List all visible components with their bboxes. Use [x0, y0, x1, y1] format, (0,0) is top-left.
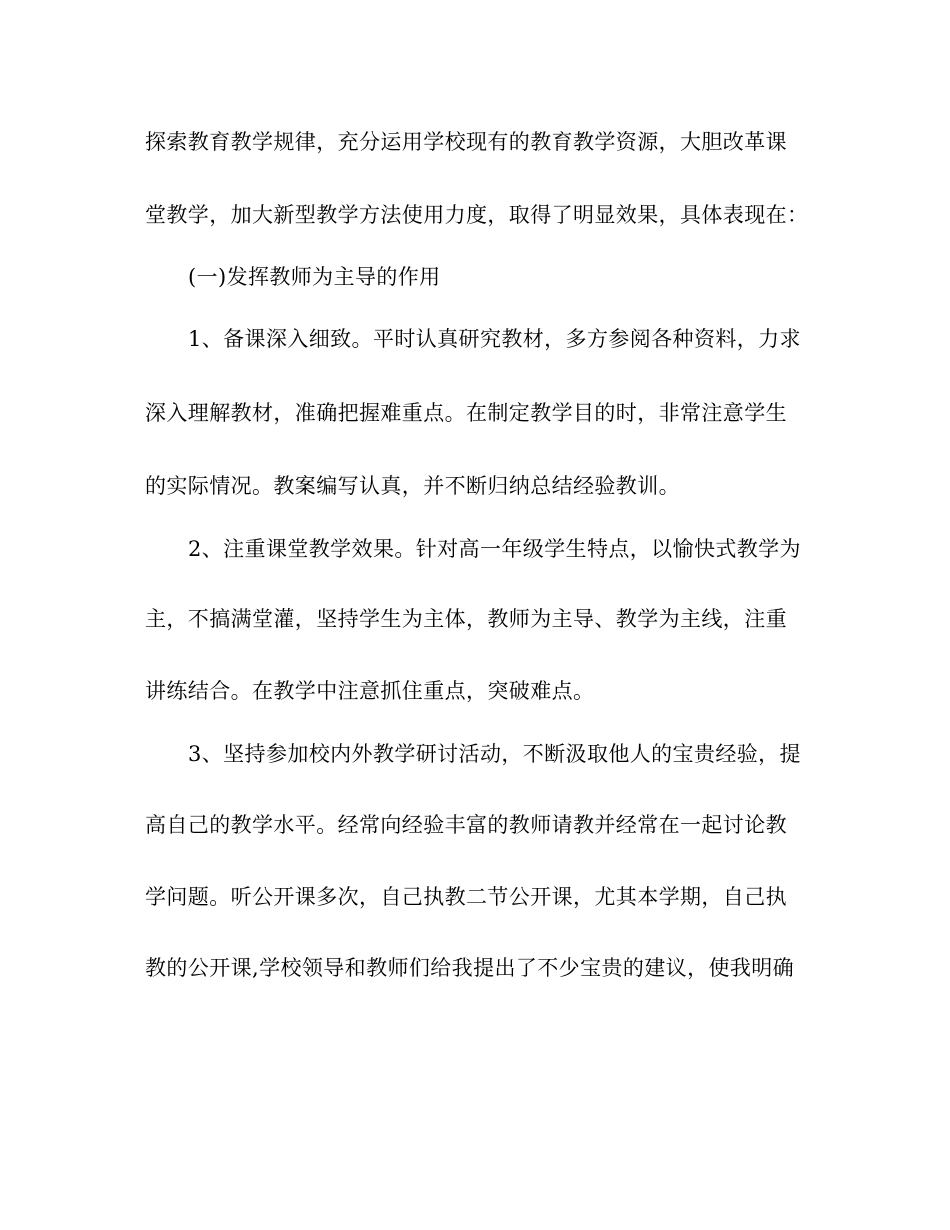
section-heading: (一)发挥教师为主导的作用	[188, 265, 441, 289]
text-line-9: 讲练结合。在教学中注意抓住重点，突破难点。	[145, 679, 595, 703]
text-line-13: 教的公开课,学校领导和教师们给我提出了不少宝贵的建议，使我明确	[145, 956, 795, 980]
text-line-10: 3、坚持参加校内外教学研讨活动，不断汲取他人的宝贵经验，提	[188, 742, 801, 766]
text-line-11: 高自己的教学水平。经常向经验丰富的教师请教并经常在一起讨论教	[145, 813, 787, 837]
text-line-6: 的实际情况。教案编写认真，并不断归纳总结经验教训。	[145, 474, 680, 498]
text-line-1: 探索教育教学规律，充分运用学校现有的教育教学资源，大胆改革课	[145, 130, 787, 154]
text-line-4: 1、备课深入细致。平时认真研究教材，多方参阅各种资料，力求	[188, 327, 801, 351]
text-line-7: 2、注重课堂教学效果。针对高一年级学生特点，以愉快式教学为	[188, 537, 801, 561]
text-line-12: 学问题。听公开课多次，自己执教二节公开课，尤其本学期，自己执	[145, 885, 787, 909]
text-line-2: 堂教学，加大新型教学方法使用力度，取得了明显效果，具体表现在：	[145, 203, 809, 227]
text-line-5: 深入理解教材，准确把握难重点。在制定教学目的时，非常注意学生	[145, 401, 787, 425]
text-line-8: 主，不搞满堂灌，坚持学生为主体，教师为主导、教学为主线，注重	[145, 607, 787, 631]
